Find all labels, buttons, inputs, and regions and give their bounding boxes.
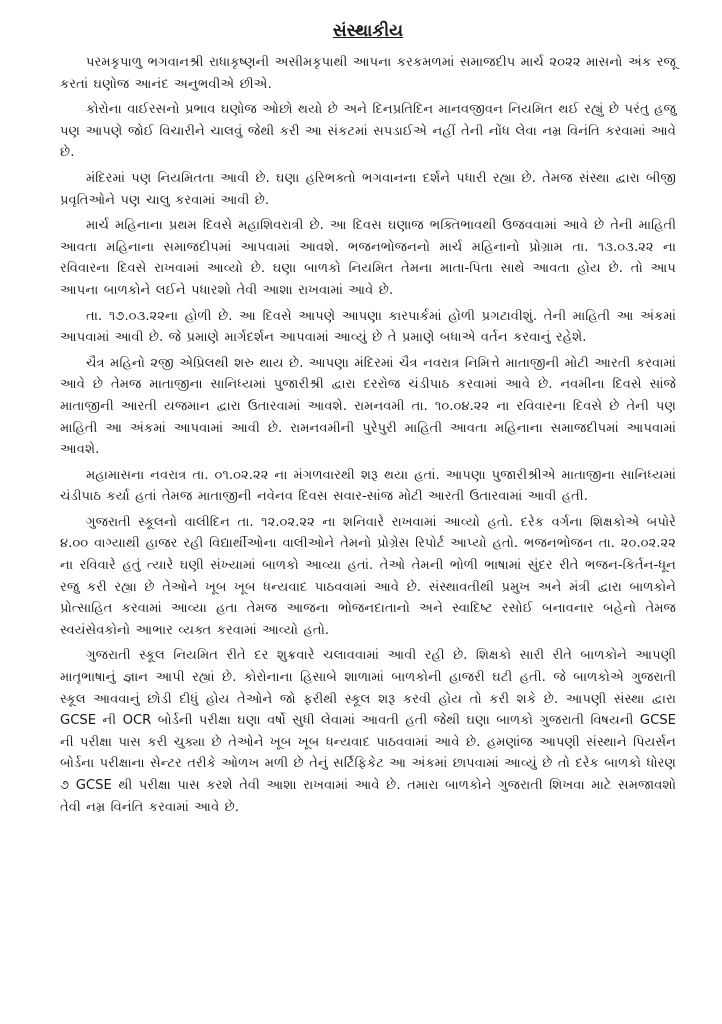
paragraph: ગુજરાતી સ્કૂલ નિયમિત રીતે દર શુક્રવારે ચલાવવામાં આવી રહી છે. શિક્ષકો સારી રીતે બાળકોને આપણી માતૃભાષાનું જ્ઞાન આપી રહ્યાં છે. કોરોનાના હિસાબે શાળામાં બાળકોની હાજરી ઘટી હતી. જે બાળકોએ ગુજરાતી સ્કૂલ આવવાનું છોડી દીધું હોય તેઓને જો ફરીથી સ્કૂલ શરૂ કરવી હોય તો કરી શકે છે. આપણી સંસ્થા દ્વારા GCSE ની OCR બોર્ડની પરીક્ષા ઘણા વર્ષો સુધી લેવામાં આવતી હતી જેથી ઘણા બાળકો ગુજરાતી વિષયની GCSE ની પરીક્ષા પાસ કરી ચુક્યા છે તેઓને ખૂબ ખૂબ ધન્યવાદ પાઠવવામાં આવે છે. હમણાંજ આપણી સંસ્થાને પિયર્સન બોર્ડના પરીક્ષાના સેન્ટર તરીકે ઓળખ મળી છે તેનું સર્ટિફિકેટ આ અંકમાં છાપવામાં આવ્યું છે તો દરેક બાળકો ધોરણ ૭ GCSE થી પરીક્ષા પાસ કરશે તેવી આશા રાખવામાં આવે છે. તમારા બાળકોને ગુજરાતી શિખવા માટે સમજાવશો તેવી નમ્ર વિનંતિ કરવામાં આવે છે. — [60, 648, 676, 815]
paragraph: મહામાસના નવરાત્ર તા. ૦૧.૦૨.૨૨ ના મંગળવારથી શરૂ થયા હતાં. આપણા પુજારીશ્રીએ માતાજીના સાનિધ્યમાં ચંડીપાઠ કર્યા હતાં તેમજ માતાજીની નવેનવ દિવસ સવાર-સાંજ મોટી આરતી ઉતારવામાં આવી હતી. — [60, 467, 676, 505]
paragraph: માર્ચ મહિનાના પ્રથમ દિવસે મહાશિવરાત્રી છે. આ દિવસ ઘણાજ ભક્તિભાવથી ઉજવવામાં આવે છે તેની માહિતી આવતા મહિનાના સમાજદીપમાં આપવામાં આવશે. ભજનભોજનનો માર્ચ મહિનાનો પ્રોગ્રામ તા. ૧૩.૦૩.૨૨ ના રવિવારના દિવસે રાખવામાં આવ્યો છે. ઘણા બાળકો નિયમિત તેમના માતા-પિતા સાથે આવતા હોય છે. તો આપ આપના બાળકોને લઈને પધારશો તેવી આશા રાખવામાં આવે છે. — [60, 218, 676, 298]
paragraph: કોરોના વાઈરસનો પ્રભાવ ઘણોજ ઓછો થયો છે અને દિનપ્રતિદિન માનવજીવન નિયમિત થઈ રહ્યું છે પરંતુ હજુ પણ આપણે જોઈ વિચારીને ચાલવું જેથી કરી આ સંકટમાં સપડાઈએ નહીં તેની નોંધ લેવા નમ્ર વિનંતિ કરવામાં આવે છે. — [60, 102, 676, 161]
paragraph: મંદિરમાં પણ નિયમિતતા આવી છે. ઘણા હરિભક્તો ભગવાનના દર્શને પધારી રહ્યા છે. તેમજ સંસ્થા દ્વારા બીજી પ્રવૃતિઓને પણ ચાલુ કરવામાં આવી છે. — [60, 170, 676, 208]
paragraph: ચૈત્ર મહિનો ૨જી એપ્રિલથી શરુ થાય છે. આપણા મંદિરમાં ચૈત્ર નવરાત્ર નિમિત્તે માતાજીની મોટી આરતી કરવામાં આવે છે તેમજ માતાજીના સાનિધ્યમાં પુજારીશ્રી દ્વારા દરરોજ ચંડીપાઠ કરવામાં આવે છે. નવમીના દિવસે સાંજે માતાજીની આરતી યજમાન દ્વારા ઉતારવામાં આવશે. રામનવમી તા. ૧૦.૦૪.૨૨ ના રવિવારના દિવસે છે તેની પણ માહિતી આ અંકમાં આપવામાં આવી છે. રામનવમીની પુરેપુરી માહિતી આવતા મહિનાના સમાજદીપમાં આપવામાં આવશે. — [60, 355, 676, 458]
paragraph: તા. ૧૭.૦૩.૨૨ના હોળી છે. આ દિવસે આપણે આપણા કારપાર્કમાં હોળી પ્રગટાવીશું. તેની માહિતી આ અંકમાં આપવામાં આવી છે. જે પ્રમાણે માર્ગદર્શન આપવામાં આવ્યું છે તે પ્રમાણે બધાએ વર્તન કરવાનું રહેશે. — [60, 308, 676, 346]
paragraph: ગુજરાતી સ્કૂલનો વાલીદિન તા. ૧૨.૦૨.૨૨ ના શનિવારે રાખવામાં આવ્યો હતો. દરેક વર્ગના શિક્ષકોએ બપોરે ૪.૦૦ વાગ્યાથી હાજર રહી વિદ્યાર્થીઓના વાલીઓને તેમનો પ્રોગ્રેસ રિપોર્ટ આપ્યો હતો. ભજનભોજન તા. ૨૦.૦૨.૨૨ ના રવિવારે હતું ત્યારે ઘણી સંખ્યામાં બાળકો આવ્યા હતાં. તેઓ તેમની ભોળી ભાષામાં સુંદર રીતે ભજન-કિર્તન-ધૂન રજુ કરી રહ્યા છે તેઓને ખૂબ ખૂબ ધન્યવાદ પાઠવવામાં આવે છે. સંસ્થાવતીથી પ્રમુખ અને મંત્રી દ્વારા બાળકોને પ્રોત્સાહિત કરવામાં આવ્યા હતા તેમજ આજના ભોજનદાતાનો અને સ્વાદિષ્ટ રસોઈ બનાવનાર બહેનો તેમજ સ્વયંસેવકોનો આભાર વ્યક્ત કરવામાં આવ્યો હતો. — [60, 514, 676, 638]
paragraph: પરમકૃપાળુ ભગવાનશ્રી રાધાકૃષ્ણની અસીમકૃપાથી આપના કરકમળમાં સમાજદીપ માર્ચ ૨૦૨૨ માસનો અંક રજૂ કરતાં ઘણોજ આનંદ અનુભવીએ છીએ. — [60, 55, 676, 92]
page-title: સંસ્થાકીય — [332, 21, 404, 41]
